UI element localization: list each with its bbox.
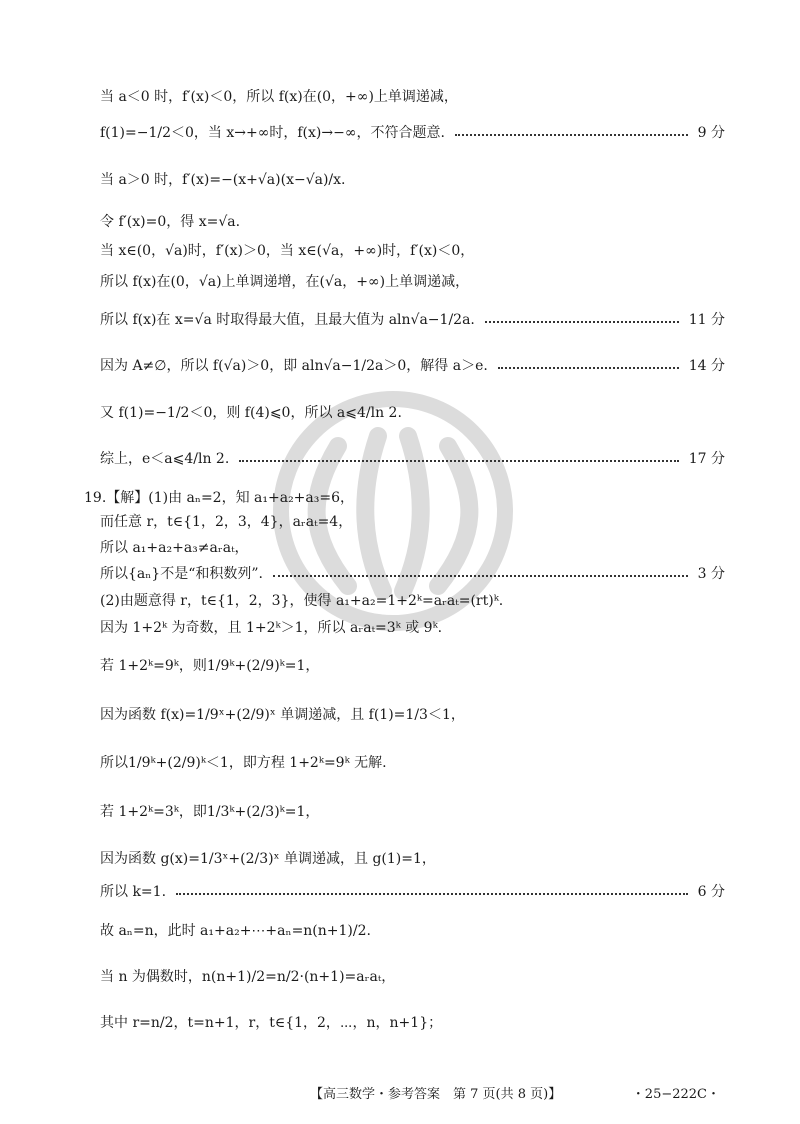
solution-line: 当 x∈(0，√a)时，f′(x)＞0，当 x∈(√a，+∞)时，f′(x)＜0， bbox=[100, 243, 475, 259]
solution-line: 故 aₙ=n，此时 a₁+a₂+⋯+aₙ=n(n+1)/2. bbox=[100, 923, 371, 939]
score-label: 3 分 bbox=[697, 566, 725, 582]
solution-line: 所以 f(x)在(0，√a)上单调递增，在(√a，+∞)上单调递减， bbox=[100, 274, 470, 290]
solution-line: 所以 f(x)在 x=√a 时取得最大值，且最大值为 aln√a−1/2a. 11 分 bbox=[100, 312, 725, 328]
score-label: 14 分 bbox=[688, 358, 725, 374]
solution-line: 当 n 为偶数时，n(n+1)/2=n/2·(n+1)=aᵣaₜ， bbox=[100, 969, 396, 985]
footer-title: 【高三数学・参考答案 第 7 页(共 8 页)】 bbox=[310, 1087, 562, 1102]
leader-dots bbox=[273, 575, 688, 577]
solution-line: 当 a＞0 时，f′(x)=−(x+√a)(x−√a)/x. bbox=[100, 172, 346, 188]
solution-line: 所以 k=1. 6 分 bbox=[100, 884, 725, 900]
footer-code: ・25−222C・ bbox=[631, 1087, 720, 1102]
score-label: 6 分 bbox=[697, 884, 725, 900]
solution-line: 令 f′(x)=0，得 x=√a. bbox=[100, 214, 241, 230]
solution-line: 所以1/9ᵏ+(2/9)ᵏ＜1，即方程 1+2ᵏ=9ᵏ 无解. bbox=[100, 755, 387, 771]
solution-line: 当 a＜0 时，f′(x)＜0，所以 f(x)在(0，+∞)上单调递减， bbox=[100, 89, 458, 105]
page-footer bbox=[0, 1083, 800, 1103]
solution-line: f(1)=−1/2＜0，当 x→+∞时，f(x)→−∞，不符合题意. 9 分 bbox=[100, 125, 725, 141]
solution-line: 若 1+2ᵏ=9ᵏ，则1/9ᵏ+(2/9)ᵏ=1， bbox=[100, 658, 320, 674]
solution-line: (2)由题意得 r，t∈{1，2，3}，使得 a₁+a₂=1+2ᵏ=aᵣaₜ=(rt)ᵏ. bbox=[100, 593, 504, 609]
solution-line: 因为函数 g(x)=1/3ˣ+(2/3)ˣ 单调递减，且 g(1)=1， bbox=[100, 851, 436, 867]
leader-dots bbox=[485, 321, 679, 323]
score-label: 11 分 bbox=[688, 312, 725, 328]
solution-line: 所以 a₁+a₂+a₃≠aᵣaₜ， bbox=[100, 540, 249, 556]
solution-line: 因为 A≠∅，所以 f(√a)＞0，即 aln√a−1/2a＞0，解得 a＞e. 14 分 bbox=[100, 358, 725, 374]
solution-line: 综上，e＜a⩽4/ln 2. 17 分 bbox=[100, 451, 725, 467]
solution-line: 所以{aₙ}不是“和积数列”. 3 分 bbox=[100, 566, 725, 582]
solution-line: 因为 1+2ᵏ 为奇数，且 1+2ᵏ＞1，所以 aᵣaₜ=3ᵏ 或 9ᵏ. bbox=[100, 620, 443, 636]
score-label: 17 分 bbox=[688, 451, 725, 467]
leader-dots bbox=[455, 134, 688, 136]
solution-line: 因为函数 f(x)=1/9ˣ+(2/9)ˣ 单调递减，且 f(1)=1/3＜1， bbox=[100, 707, 465, 723]
solution-line: 又 f(1)=−1/2＜0，则 f(4)⩽0，所以 a⩽4/ln 2. bbox=[100, 405, 402, 421]
solution-line: 而任意 r，t∈{1，2，3，4}，aᵣaₜ=4， bbox=[100, 514, 353, 530]
score-label: 9 分 bbox=[697, 125, 725, 141]
leader-dots bbox=[176, 893, 688, 895]
solution-line: 若 1+2ᵏ=3ᵏ，即1/3ᵏ+(2/3)ᵏ=1， bbox=[100, 804, 320, 820]
question-19-heading: 19.【解】(1)由 aₙ=2，知 a₁+a₂+a₃=6， bbox=[84, 490, 355, 506]
leader-dots bbox=[498, 367, 679, 369]
solution-line: 其中 r=n/2，t=n+1，r，t∈{1，2，⋯，n，n+1}； bbox=[100, 1015, 443, 1031]
leader-dots bbox=[239, 460, 678, 462]
